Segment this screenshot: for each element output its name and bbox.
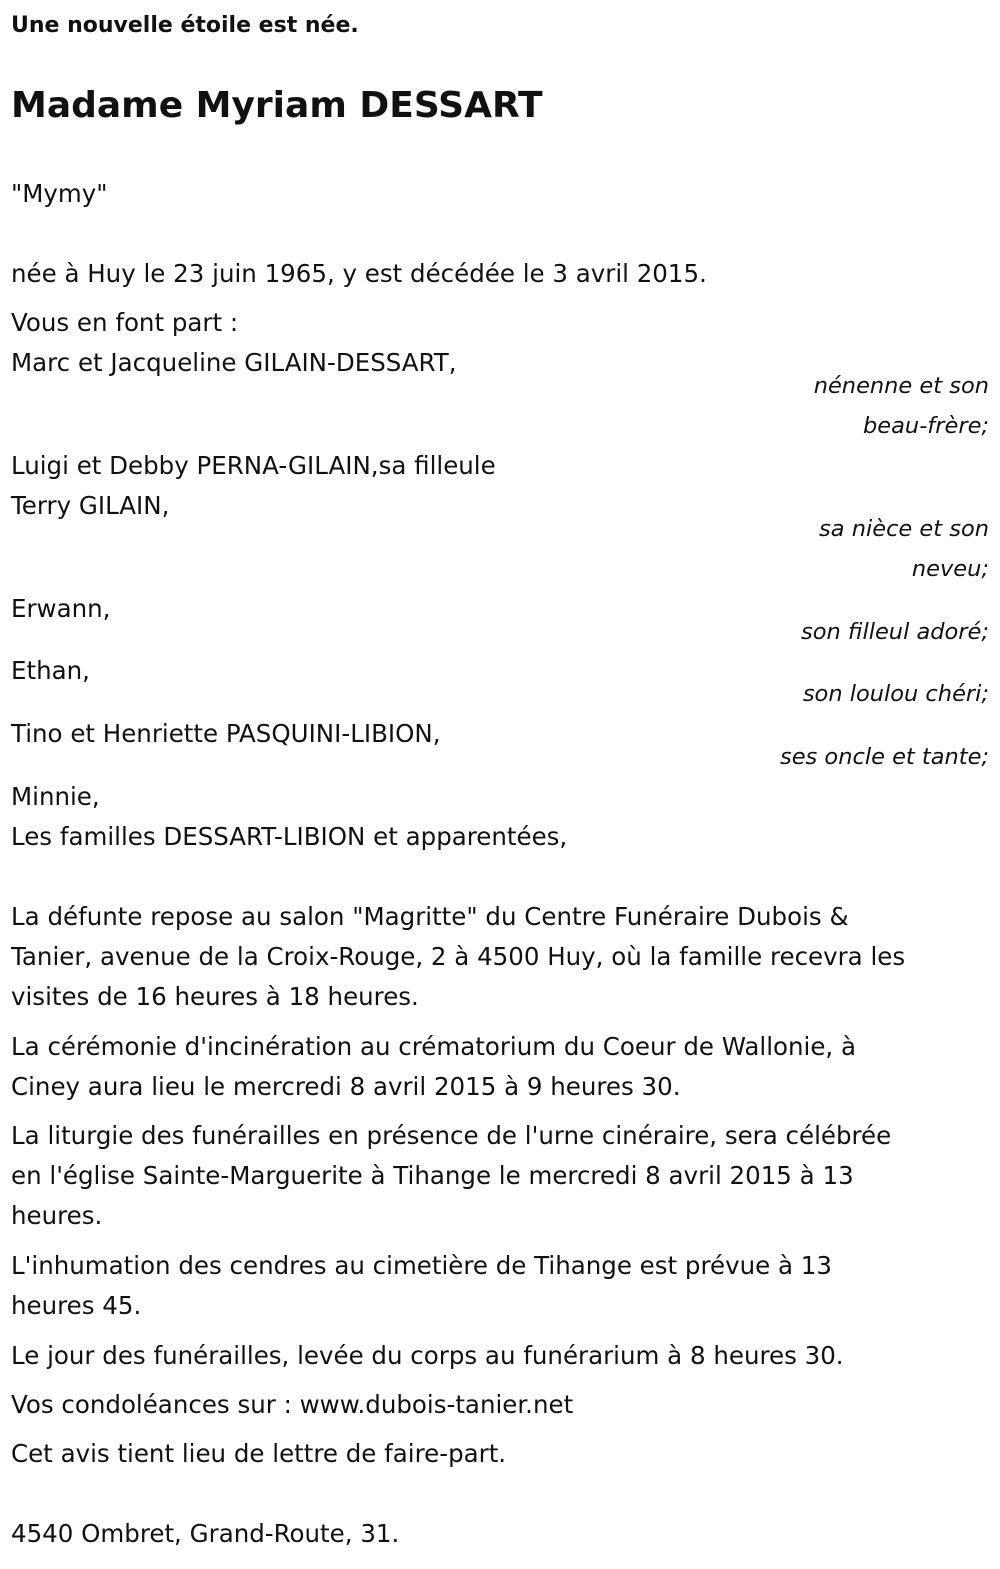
family-role-1a: nénenne et son bbox=[813, 373, 989, 399]
subtitle: Une nouvelle étoile est née. bbox=[11, 13, 359, 38]
repose-line-1: La défunte repose au salon "Magritte" du Centre Funéraire Dubois & bbox=[11, 902, 849, 931]
condolences-line: Vos condoléances sur : www.dubois-tanier.net bbox=[11, 1390, 574, 1419]
ceremony-line-2: Ciney aura lieu le mercredi 8 avril 2015 à 9 heures 30. bbox=[11, 1072, 681, 1101]
notice-line: Cet avis tient lieu de lettre de faire-part. bbox=[11, 1439, 507, 1468]
liturgy-line-2: en l'église Sainte-Marguerite à Tihange le mercredi 8 avril 2015 à 13 bbox=[11, 1161, 854, 1190]
address-line: 4540 Ombret, Grand-Route, 31. bbox=[11, 1519, 400, 1548]
nickname: "Mymy" bbox=[11, 179, 108, 208]
family-member-families: Les familles DESSART-LIBION et apparentées, bbox=[11, 822, 568, 851]
levee-line: Le jour des funérailles, levée du corps au funérarium à 8 heures 30. bbox=[11, 1341, 844, 1370]
announcement-line: Vous en font part : bbox=[11, 308, 239, 337]
birth-death-line: née à Huy le 23 juin 1965, y est décédée le 3 avril 2015. bbox=[11, 259, 707, 288]
liturgy-line-1: La liturgie des funérailles en présence de l'urne cinéraire, sera célébrée bbox=[11, 1121, 892, 1150]
family-role-4: son loulou chéri; bbox=[802, 681, 989, 707]
deceased-name: Madame Myriam DESSART bbox=[11, 85, 543, 126]
family-member-minnie: Minnie, bbox=[11, 782, 100, 811]
inhumation-line-2: heures 45. bbox=[11, 1291, 142, 1320]
liturgy-line-3: heures. bbox=[11, 1201, 103, 1230]
family-member-erwann: Erwann, bbox=[11, 594, 111, 623]
family-role-5: ses oncle et tante; bbox=[779, 744, 989, 770]
repose-line-3: visites de 16 heures à 18 heures. bbox=[11, 982, 419, 1011]
repose-line-2: Tanier, avenue de la Croix-Rouge, 2 à 4500 Huy, où la famille recevra les bbox=[11, 942, 906, 971]
family-member-ethan: Ethan, bbox=[11, 656, 90, 685]
family-member-terry: Terry GILAIN, bbox=[11, 491, 170, 520]
family-role-2b: neveu; bbox=[911, 556, 989, 582]
family-role-3: son filleul adoré; bbox=[801, 619, 989, 645]
ceremony-line-1: La cérémonie d'incinération au crématorium du Coeur de Wallonie, à bbox=[11, 1032, 857, 1061]
inhumation-line-1: L'inhumation des cendres au cimetière de Tihange est prévue à 13 bbox=[11, 1251, 832, 1280]
family-member-marc-jacqueline: Marc et Jacqueline GILAIN-DESSART, bbox=[11, 348, 457, 377]
family-member-tino-henriette: Tino et Henriette PASQUINI-LIBION, bbox=[11, 719, 441, 748]
family-role-1b: beau-frère; bbox=[863, 413, 989, 439]
family-member-luigi-debby: Luigi et Debby PERNA-GILAIN,sa filleule bbox=[11, 451, 496, 480]
family-role-2a: sa nièce et son bbox=[819, 516, 989, 542]
